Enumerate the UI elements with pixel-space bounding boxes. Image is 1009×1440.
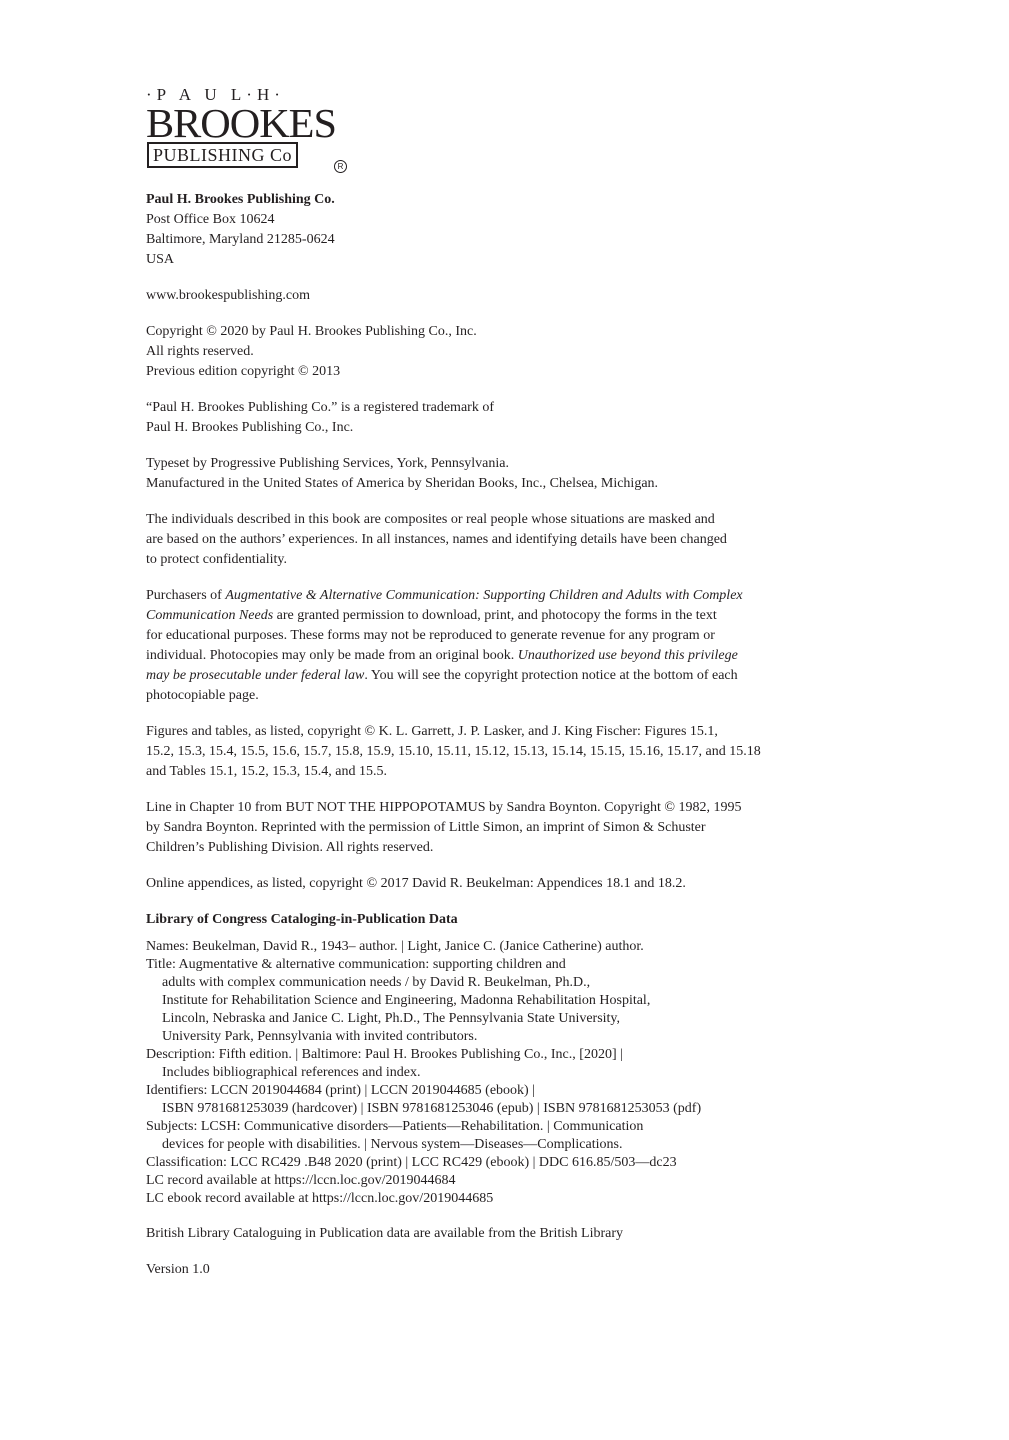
manufactured-line: Manufactured in the United States of America by Sheridan Books, Inc., Chelsea, Michigan.	[146, 476, 659, 491]
purchasers-text-4: individual. Photocopies may only be made from an original book.	[146, 648, 518, 663]
logo-brookes: BROOKES	[146, 100, 336, 146]
copyright-line-2: All rights reserved.	[146, 344, 254, 359]
warning-italic-2: may be prosecutable under federal law	[146, 668, 365, 683]
cip-line: Description: Fifth edition. | Baltimore: Paul H. Brookes Publishing Co., Inc., [2020] |	[146, 1047, 623, 1062]
cip-line: Includes bibliographical references and index.	[162, 1065, 421, 1080]
cip-line: Institute for Rehabilitation Science and Engineering, Madonna Rehabilitation Hospital,	[162, 993, 651, 1008]
typeset-line: Typeset by Progressive Publishing Services, York, Pennsylvania.	[146, 456, 510, 471]
version-label: Version 1.0	[146, 1262, 210, 1277]
purchasers-line-1	[146, 586, 886, 606]
individuals-line-2: are based on the authors’ experiences. In all instances, names and identifying details have been changed	[146, 532, 727, 547]
cip-line: LC record available at https://lccn.loc.gov/2019044684	[146, 1173, 456, 1188]
figures-line-3: and Tables 15.1, 15.2, 15.3, 15.4, and 15.5.	[146, 764, 388, 779]
cip-line: devices for people with disabilities. | Nervous system—Diseases—Complications.	[162, 1137, 623, 1152]
cip-line: adults with complex communication needs / by David R. Beukelman, Ph.D.,	[162, 975, 591, 990]
publisher-country: USA	[146, 252, 175, 267]
cip-line: Title: Augmentative & alternative communication: supporting children and	[146, 957, 566, 972]
warning-italic: Unauthorized use beyond this privilege	[517, 648, 738, 663]
purchasers-line-5	[146, 666, 886, 686]
cip-data-block	[146, 938, 886, 1208]
purchasers-text-5: . You will see the copyright protection notice at the bottom of each	[364, 668, 738, 683]
book-title-italic: Augmentative & Alternative Communication: Supporting Children and Adults with Complex	[225, 588, 743, 603]
cip-line: Classification: LCC RC429 .B48 2020 (print) | LCC RC429 (ebook) | DDC 616.85/503—dc23	[146, 1155, 677, 1170]
cip-line: Identifiers: LCCN 2019044684 (print) | LCCN 2019044685 (ebook) |	[146, 1083, 536, 1098]
cip-heading: Library of Congress Cataloging-in-Publication Data	[146, 912, 458, 927]
cip-line: LC ebook record available at https://lccn.loc.gov/2019044685	[146, 1191, 494, 1206]
copyright-page-body	[146, 190, 886, 1280]
cip-line: Names: Beukelman, David R., 1943– author. | Light, Janice C. (Janice Catherine) author.	[146, 939, 644, 954]
publisher-name: Paul H. Brookes Publishing Co.	[146, 192, 335, 207]
chapter-line-2: by Sandra Boynton. Reprinted with the permission of Little Simon, an imprint of Simon & Schuster	[146, 820, 706, 835]
cip-line: Subjects: LCSH: Communicative disorders—Patients—Rehabilitation. | Communication	[146, 1119, 644, 1134]
publisher-address-1: Post Office Box 10624	[146, 212, 275, 227]
website-link[interactable]: www.brookespublishing.com	[146, 288, 310, 303]
cip-line: ISBN 9781681253039 (hardcover) | ISBN 9781681253046 (epub) | ISBN 9781681253053 (pdf)	[162, 1101, 702, 1116]
trademark-line-1: “Paul H. Brookes Publishing Co.” is a registered trademark of	[146, 400, 494, 415]
purchasers-text: Purchasers of	[146, 588, 226, 603]
registered-mark-icon: R	[334, 160, 347, 173]
individuals-line-3: to protect confidentiality.	[146, 552, 287, 567]
individuals-line-1: The individuals described in this book are composites or real people whose situations are masked and	[146, 512, 715, 527]
online-appendices: Online appendices, as listed, copyright © 2017 David R. Beukelman: Appendices 18.1 and 18.2.	[146, 876, 686, 891]
figures-line-2: 15.2, 15.3, 15.4, 15.5, 15.6, 15.7, 15.8, 15.9, 15.10, 15.11, 15.12, 15.13, 15.14, 15.15, 15.16, 15.17, and 15.18	[146, 744, 761, 759]
publisher-address-2: Baltimore, Maryland 21285-0624	[146, 232, 335, 247]
copyright-line-1: Copyright © 2020 by Paul H. Brookes Publishing Co., Inc.	[146, 324, 477, 339]
chapter-line-3: Children’s Publishing Division. All rights reserved.	[146, 840, 434, 855]
purchasers-line-6: photocopiable page.	[146, 688, 259, 703]
purchasers-line-3: for educational purposes. These forms may not be reproduced to generate revenue for any program or	[146, 628, 715, 643]
purchasers-line-2	[146, 606, 886, 626]
purchasers-text-2: are granted permission to download, print, and photocopy the forms in the text	[273, 608, 717, 623]
cip-line: University Park, Pennsylvania with invited contributors.	[162, 1029, 478, 1044]
figures-line-1: Figures and tables, as listed, copyright © K. L. Garrett, J. P. Lasker, and J. King Fischer: Figures 15.1,	[146, 724, 718, 739]
logo-top-line: ·P A U L·H·	[146, 85, 285, 104]
book-title-italic-2: Communication Needs	[146, 608, 274, 623]
publisher-logo	[146, 86, 356, 178]
british-library-line: British Library Cataloguing in Publication data are available from the British Library	[146, 1226, 624, 1241]
logo-publishing-box: PUBLISHING Co	[147, 142, 298, 168]
purchasers-line-4	[146, 646, 886, 666]
cip-line: Lincoln, Nebraska and Janice C. Light, Ph.D., The Pennsylvania State University,	[162, 1011, 621, 1026]
copyright-line-3: Previous edition copyright © 2013	[146, 364, 341, 379]
trademark-line-2: Paul H. Brookes Publishing Co., Inc.	[146, 420, 354, 435]
chapter-line-1: Line in Chapter 10 from BUT NOT THE HIPPOPOTAMUS by Sandra Boynton. Copyright © 1982, 1995	[146, 800, 742, 815]
